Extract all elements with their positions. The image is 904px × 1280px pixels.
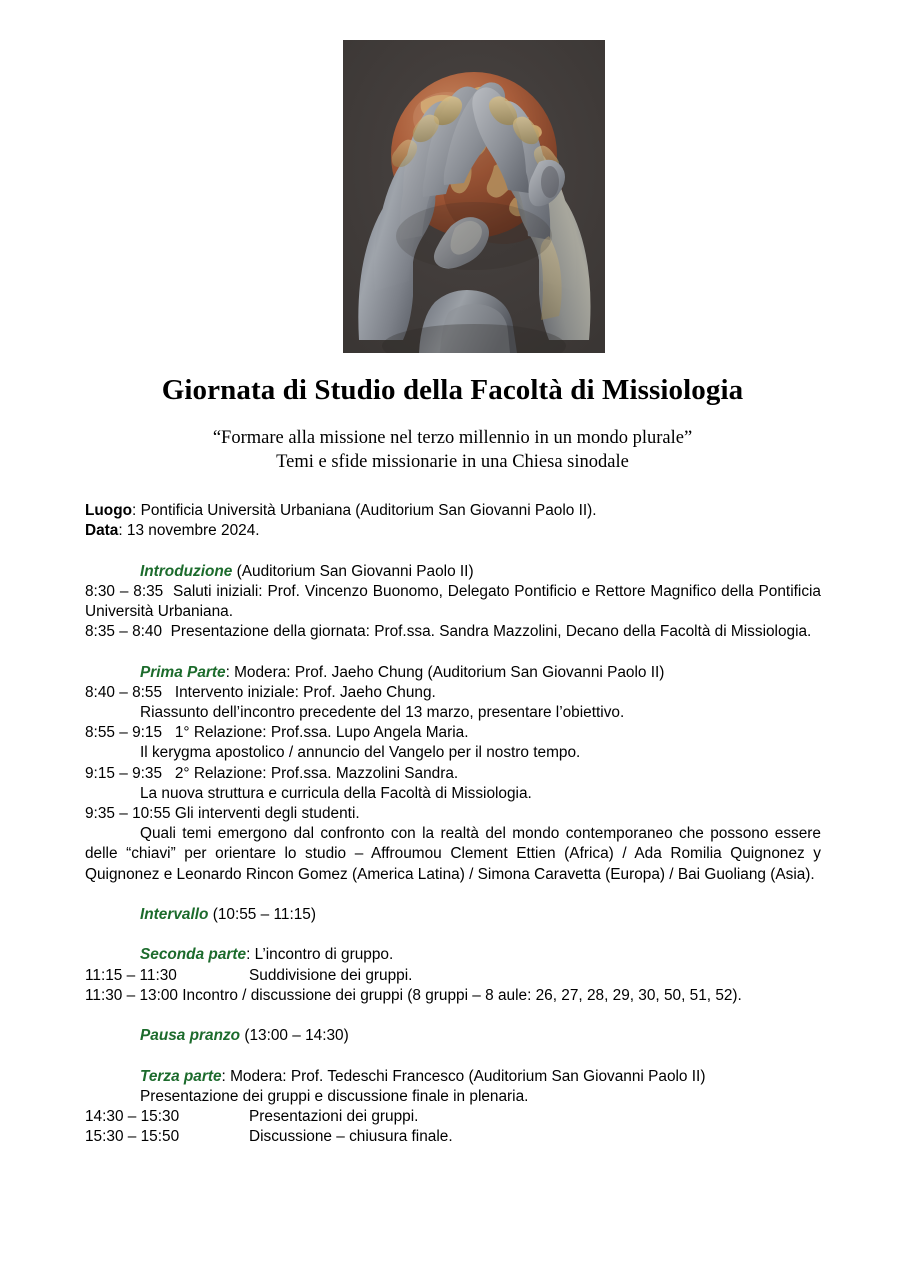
prima-parte-item-1: 8:40 – 8:55 Intervento iniziale: Prof. Jaeho Chung. bbox=[85, 683, 436, 701]
terza-parte-item-2-text: Presentazioni dei gruppi. bbox=[249, 1108, 419, 1125]
section-title-prima-parte: Prima Parte bbox=[140, 663, 226, 681]
section-title-intervallo: Intervallo bbox=[140, 906, 209, 924]
venue-label: Luogo bbox=[85, 502, 133, 519]
hands-holding-globe-image bbox=[343, 40, 605, 353]
terza-parte-item-2 bbox=[85, 1107, 821, 1127]
section-heading-introduzione bbox=[85, 562, 821, 582]
spacer bbox=[85, 642, 821, 662]
section-heading-intervallo bbox=[85, 905, 821, 925]
prima-parte-item-3-sub: La nuova struttura e curricula della Facoltà di Missiologia. bbox=[140, 784, 532, 802]
spacer bbox=[85, 885, 821, 905]
section-title-introduzione-rest: (Auditorium San Giovanni Paolo II) bbox=[232, 562, 474, 580]
seconda-parte-item-1 bbox=[85, 966, 821, 986]
section-heading-prima-parte bbox=[85, 663, 821, 683]
seconda-parte-item-1-text: Suddivisione dei gruppi. bbox=[249, 966, 413, 984]
date-label: Data bbox=[85, 522, 119, 540]
section-heading-pausa-pranzo bbox=[85, 1026, 821, 1046]
date-value: : 13 novembre 2024. bbox=[118, 522, 260, 540]
section-title-pausa-pranzo-rest: (13:00 – 14:30) bbox=[240, 1027, 349, 1045]
subtitle-line-1: “Formare alla missione nel terzo millennio in un mondo plurale” bbox=[212, 428, 693, 448]
section-heading-seconda-parte bbox=[85, 945, 821, 965]
section-title-seconda-parte: Seconda parte bbox=[140, 946, 247, 964]
section-title-intervallo-rest: (10:55 – 11:15) bbox=[208, 906, 316, 924]
page-subtitle bbox=[85, 427, 820, 474]
introduzione-item-1: 8:30 – 8:35 Saluti iniziali: Prof. Vincenzo Buonomo, Delegato Pontificio e Rettore Magnifico della Pontificia Università Urbaniana. bbox=[85, 582, 826, 620]
terza-parte-item-3-time: 15:30 – 15:50 bbox=[85, 1128, 180, 1146]
section-title-terza-parte-rest: : Modera: Prof. Tedeschi Francesco (Auditorium San Giovanni Paolo II) bbox=[221, 1067, 706, 1085]
spacer bbox=[85, 1046, 821, 1066]
section-title-terza-parte: Terza parte bbox=[140, 1067, 222, 1085]
section-title-introduzione: Introduzione bbox=[140, 562, 233, 580]
spacer bbox=[85, 541, 821, 561]
prima-parte-item-3: 9:15 – 9:35 2° Relazione: Prof.ssa. Mazzolini Sandra. bbox=[85, 764, 459, 782]
terza-parte-item-3 bbox=[85, 1127, 821, 1147]
program-body bbox=[85, 501, 826, 1147]
prima-parte-item-4: 9:35 – 10:55 Gli interventi degli studenti. bbox=[85, 805, 360, 823]
section-title-seconda-parte-rest: : L’incontro di gruppo. bbox=[246, 946, 394, 964]
seconda-parte-item-2: 11:30 – 13:00 Incontro / discussione dei gruppi (8 gruppi – 8 aule: 26, 27, 28, 29, 30, 50, 51, 52). bbox=[85, 986, 742, 1004]
venue-line bbox=[85, 501, 821, 521]
section-title-pausa-pranzo: Pausa pranzo bbox=[140, 1027, 241, 1045]
hands-globe-illustration bbox=[343, 40, 605, 353]
prima-parte-item-2-sub: Il kerygma apostolico / annuncio del Vangelo per il nostro tempo. bbox=[140, 744, 581, 762]
prima-parte-item-1-sub: Riassunto dell’incontro precedente del 13 marzo, presentare l’obiettivo. bbox=[140, 704, 625, 721]
spacer bbox=[85, 925, 821, 945]
subtitle-line-2: Temi e sfide missionarie in una Chiesa sinodale bbox=[276, 451, 629, 472]
section-title-prima-parte-rest: : Modera: Prof. Jaeho Chung (Auditorium San Giovanni Paolo II) bbox=[225, 663, 665, 681]
page-title: Giornata di Studio della Facoltà di Missiologia bbox=[161, 374, 744, 406]
terza-parte-item-1: Presentazione dei gruppi e discussione finale in plenaria. bbox=[140, 1087, 529, 1105]
terza-parte-item-2-time: 14:30 – 15:30 bbox=[85, 1108, 180, 1125]
section-heading-terza-parte bbox=[85, 1067, 821, 1087]
spacer bbox=[85, 1006, 821, 1026]
date-line bbox=[85, 521, 821, 541]
venue-value: : Pontificia Università Urbaniana (Auditorium San Giovanni Paolo II). bbox=[132, 502, 597, 519]
seconda-parte-item-1-time: 11:15 – 11:30 bbox=[85, 966, 177, 984]
introduzione-item-2: 8:35 – 8:40 Presentazione della giornata: Prof.ssa. Sandra Mazzolini, Decano della Facoltà di Missiologia. bbox=[85, 623, 812, 641]
prima-parte-item-2: 8:55 – 9:15 1° Relazione: Prof.ssa. Lupo Angela Maria. bbox=[85, 724, 469, 742]
prima-parte-paragraph: Quali temi emergono dal confronto con la realtà del mondo contemporaneo che possono essere delle “chiavi” per orientare lo studio – Affroumou Clement Ettien (Africa) / Ada Romilia Quignonez y Quignonez e Leonardo Rincon Gomez (America Latina) / Simona Caravetta (Europa) / Bai Guoliang (Asia). bbox=[85, 825, 821, 883]
terza-parte-item-3-text: Discussione – chiusura finale. bbox=[249, 1128, 453, 1146]
